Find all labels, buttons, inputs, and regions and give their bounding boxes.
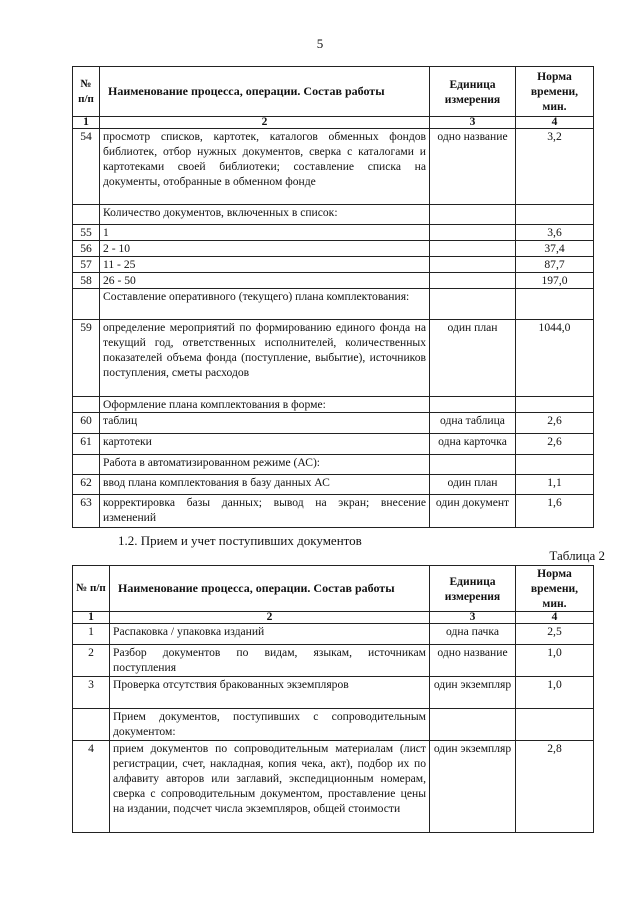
row-name: Оформление плана комплектования в форме: <box>100 397 430 413</box>
table-row <box>73 289 594 320</box>
col-number: 4 <box>516 117 594 129</box>
row-unit: одна карточка <box>430 434 516 455</box>
row-unit <box>430 289 516 320</box>
row-name: Количество документов, включенных в список: <box>100 205 430 225</box>
header-num: № п/п <box>73 566 110 612</box>
table-row <box>73 257 594 273</box>
row-num <box>73 397 100 413</box>
row-num: 58 <box>73 273 100 289</box>
row-name: корректировка базы данных; вывод на экран; внесение изменений <box>100 495 430 528</box>
header-num: № п/п <box>73 67 100 117</box>
table-row <box>73 709 594 741</box>
row-name: определение мероприятий по формированию единого фонда на текущий год, ответственных исполнителей, количественных показателей объема фонда (поступление, выбытие), источников поступления, сметы расходов <box>100 320 430 397</box>
row-name: Распаковка / упаковка изданий <box>110 624 430 645</box>
row-unit <box>430 455 516 475</box>
row-unit <box>430 241 516 257</box>
table-row <box>73 129 594 205</box>
row-time: 1,1 <box>516 475 594 495</box>
row-num <box>73 455 100 475</box>
col-number: 3 <box>430 117 516 129</box>
row-name: ввод плана комплектования в базу данных АС <box>100 475 430 495</box>
row-unit <box>430 709 516 741</box>
table-row <box>73 455 594 475</box>
row-num: 2 <box>73 645 110 677</box>
row-name: Прием документов, поступивших с сопроводительным документом: <box>110 709 430 741</box>
row-name: прием документов по сопроводительным материалам (лист регистрации, счет, накладная, копия чека, акт), подбор их по алфавиту авторов или заглавий, экспедиционным номерам, сверка с сопроводительным документом, проставление цены на издании, подсчет числа экземпляров, общей стоимости <box>110 741 430 833</box>
norms-table-1 <box>72 66 594 528</box>
row-time: 2,8 <box>516 741 594 833</box>
table-row <box>73 241 594 257</box>
page-number: 5 <box>316 36 324 51</box>
row-unit: один план <box>430 320 516 397</box>
row-name: 26 - 50 <box>100 273 430 289</box>
row-num: 54 <box>73 129 100 205</box>
row-time <box>516 205 594 225</box>
row-num: 4 <box>73 741 110 833</box>
row-unit: один документ <box>430 495 516 528</box>
table-header-row <box>73 67 594 117</box>
row-time <box>516 709 594 741</box>
row-name: 11 - 25 <box>100 257 430 273</box>
row-time: 1,0 <box>516 677 594 709</box>
row-name: Составление оперативного (текущего) плана комплектования: <box>100 289 430 320</box>
table-row <box>73 741 594 833</box>
row-time <box>516 289 594 320</box>
table-label: Таблица 2 <box>549 548 605 563</box>
norms-table-2 <box>72 565 594 833</box>
row-num: 63 <box>73 495 100 528</box>
section-caption: 1.2. Прием и учет поступивших документов <box>118 533 362 548</box>
row-num: 57 <box>73 257 100 273</box>
row-unit: одна пачка <box>430 624 516 645</box>
row-name: просмотр списков, картотек, каталогов обменных фондов библиотек, отбор нужных документов, сверка с каталогами и картотеками своей библиотеки; составление списка на документы, отобранные в обменном фонде <box>100 129 430 205</box>
row-name: 1 <box>100 225 430 241</box>
header-unit: Единица измерения <box>430 67 516 117</box>
row-num: 62 <box>73 475 100 495</box>
row-num: 61 <box>73 434 100 455</box>
col-number: 3 <box>430 612 516 624</box>
row-time: 87,7 <box>516 257 594 273</box>
row-num <box>73 289 100 320</box>
table-row <box>73 624 594 645</box>
row-time: 197,0 <box>516 273 594 289</box>
column-number-row <box>73 612 594 624</box>
table-row <box>73 397 594 413</box>
row-unit: одна таблица <box>430 413 516 434</box>
table-row <box>73 677 594 709</box>
row-name: Работа в автоматизированном режиме (АС): <box>100 455 430 475</box>
row-name: Проверка отсутствия бракованных экземпляров <box>110 677 430 709</box>
table-row <box>73 205 594 225</box>
row-time: 2,6 <box>516 413 594 434</box>
row-unit: одно название <box>430 129 516 205</box>
table-row <box>73 475 594 495</box>
row-unit: одно название <box>430 645 516 677</box>
col-number: 2 <box>110 612 430 624</box>
header-time: Норма времени, мин. <box>516 67 594 117</box>
row-time: 2,5 <box>516 624 594 645</box>
row-time: 3,6 <box>516 225 594 241</box>
row-time: 2,6 <box>516 434 594 455</box>
table-row <box>73 320 594 397</box>
table-row <box>73 225 594 241</box>
row-unit <box>430 397 516 413</box>
row-num <box>73 205 100 225</box>
row-time <box>516 455 594 475</box>
col-number: 1 <box>73 612 110 624</box>
table-row <box>73 495 594 528</box>
row-unit: один план <box>430 475 516 495</box>
row-name: картотеки <box>100 434 430 455</box>
row-time: 1,0 <box>516 645 594 677</box>
row-time: 3,2 <box>516 129 594 205</box>
row-time: 1,6 <box>516 495 594 528</box>
row-unit <box>430 273 516 289</box>
row-unit <box>430 205 516 225</box>
col-number: 1 <box>73 117 100 129</box>
table-header-row <box>73 566 594 612</box>
table-row <box>73 413 594 434</box>
row-num: 3 <box>73 677 110 709</box>
row-time: 37,4 <box>516 241 594 257</box>
row-num <box>73 709 110 741</box>
row-num: 55 <box>73 225 100 241</box>
header-name: Наименование процесса, операции. Состав работы <box>110 566 430 612</box>
header-time: Норма времени, мин. <box>516 566 594 612</box>
row-unit <box>430 257 516 273</box>
header-unit: Единица измерения <box>430 566 516 612</box>
row-num: 1 <box>73 624 110 645</box>
header-name: Наименование процесса, операции. Состав работы <box>100 67 430 117</box>
row-unit <box>430 225 516 241</box>
row-name: таблиц <box>100 413 430 434</box>
row-num: 59 <box>73 320 100 397</box>
row-unit: один экземпляр <box>430 677 516 709</box>
row-num: 60 <box>73 413 100 434</box>
table-row <box>73 434 594 455</box>
row-name: Разбор документов по видам, языкам, источникам поступления <box>110 645 430 677</box>
table-row <box>73 645 594 677</box>
row-unit: один экземпляр <box>430 741 516 833</box>
column-number-row <box>73 117 594 129</box>
row-num: 56 <box>73 241 100 257</box>
row-time <box>516 397 594 413</box>
col-number: 2 <box>100 117 430 129</box>
row-name: 2 - 10 <box>100 241 430 257</box>
col-number: 4 <box>516 612 594 624</box>
row-time: 1044,0 <box>516 320 594 397</box>
table-row <box>73 273 594 289</box>
